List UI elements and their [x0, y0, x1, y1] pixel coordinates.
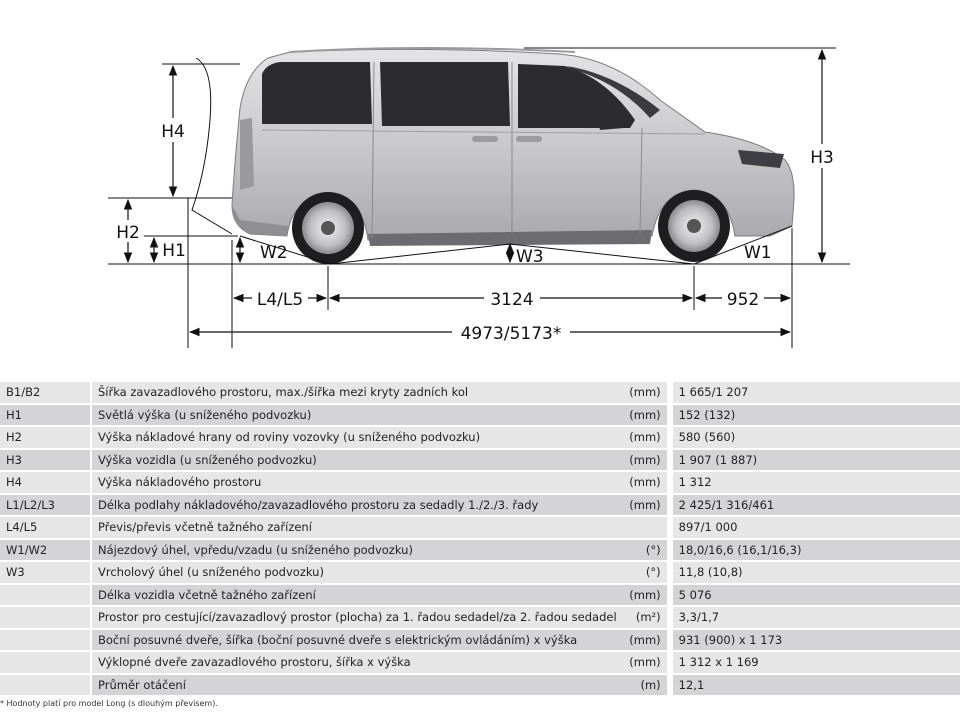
spec-code: [0, 630, 92, 651]
spec-code: H1: [0, 405, 92, 426]
spec-unit: (mm): [617, 427, 673, 448]
spec-value: 580 (560): [673, 427, 960, 448]
spec-value: 3,3/1,7: [673, 607, 960, 628]
specification-table: [0, 380, 960, 697]
w1-label: W1: [744, 243, 772, 263]
spec-unit: (m²): [617, 607, 673, 628]
spec-code: [0, 585, 92, 606]
spec-value: 12,1: [673, 675, 960, 696]
spec-value: 931 (900) x 1 173: [673, 630, 960, 651]
table-row: [0, 540, 960, 561]
spec-description: Vrcholový úhel (u sníženého podvozku): [92, 562, 617, 583]
spec-unit: (mm): [617, 405, 673, 426]
spec-value: 1 665/1 207: [673, 382, 960, 403]
spec-unit: (mm): [617, 630, 673, 651]
spec-value: 1 907 (1 887): [673, 450, 960, 471]
spec-value: 5 076: [673, 585, 960, 606]
spec-description: Výška nákladového prostoru: [92, 472, 617, 493]
spec-value: 2 425/1 316/461: [673, 495, 960, 516]
van-illustration: [232, 48, 794, 264]
footnote: * Hodnoty platí pro model Long (s dlouhým převisem).: [0, 699, 218, 708]
l4l5-label: L4/L5: [256, 290, 304, 310]
spec-description: Délka podlahy nákladového/zavazadlového prostoru za sedadly 1./2./3. řady: [92, 495, 617, 516]
spec-unit: (°): [617, 540, 673, 561]
h4-label: H4: [161, 122, 185, 142]
spec-code: H3: [0, 450, 92, 471]
spec-value: 897/1 000: [673, 517, 960, 538]
spec-value: 152 (132): [673, 405, 960, 426]
spec-description: Výška vozidla (u sníženého podvozku): [92, 450, 617, 471]
spec-description: Prostor pro cestující/zavazadlový prostor (plocha) za 1. řadou sedadel/za 2. řadou sedadel: [92, 607, 617, 628]
table-row: [0, 607, 960, 628]
table-row: [0, 450, 960, 471]
spec-description: Průměr otáčení: [92, 675, 617, 696]
table-row: [0, 495, 960, 516]
spec-value: 1 312: [673, 472, 960, 493]
spec-code: W3: [0, 562, 92, 583]
spec-unit: (mm): [617, 652, 673, 673]
spec-description: Převis/převis včetně tažného zařízení: [92, 517, 617, 538]
table-row: [0, 472, 960, 493]
w3-label: W3: [516, 247, 544, 267]
total-length-label: 4973/5173*: [460, 324, 562, 344]
front-overhang-label: 952: [726, 290, 760, 310]
spec-code: [0, 607, 92, 628]
spec-code: [0, 652, 92, 673]
spec-value: 11,8 (10,8): [673, 562, 960, 583]
spec-description: Délka vozidla včetně tažného zařízení: [92, 585, 617, 606]
spec-description: Boční posuvné dveře, šířka (boční posuvné dveře s elektrickým ovládáním) x výška: [92, 630, 617, 651]
table-row: [0, 405, 960, 426]
w2-label: W2: [260, 243, 288, 263]
spec-code: L4/L5: [0, 517, 92, 538]
table-row: [0, 585, 960, 606]
spec-code: W1/W2: [0, 540, 92, 561]
spec-unit: (mm): [617, 382, 673, 403]
spec-description: Šířka zavazadlového prostoru, max./šířka mezi kryty zadních kol: [92, 382, 617, 403]
wheelbase-label: 3124: [490, 290, 534, 310]
h2-label: H2: [116, 223, 140, 243]
spec-description: Nájezdový úhel, vpředu/vzadu (u sníženého podvozku): [92, 540, 617, 561]
h1-label: H1: [162, 241, 186, 261]
spec-code: H4: [0, 472, 92, 493]
spec-code: B1/B2: [0, 382, 92, 403]
spec-code: H2: [0, 427, 92, 448]
table-row: [0, 382, 960, 403]
spec-description: Výklopné dveře zavazadlového prostoru, šířka x výška: [92, 652, 617, 673]
spec-unit: [617, 517, 673, 538]
spec-code: [0, 675, 92, 696]
rear-wheel-icon: [292, 192, 364, 264]
spec-value: 18,0/16,6 (16,1/16,3): [673, 540, 960, 561]
table-row: [0, 562, 960, 583]
spec-value: 1 312 x 1 169: [673, 652, 960, 673]
spec-unit: (mm): [617, 495, 673, 516]
table-row: [0, 517, 960, 538]
spec-unit: (mm): [617, 585, 673, 606]
front-wheel-icon: [658, 190, 730, 262]
spec-unit: (m): [617, 675, 673, 696]
h3-label: H3: [810, 148, 834, 168]
table-row: [0, 675, 960, 696]
table-row: [0, 427, 960, 448]
table-row: [0, 630, 960, 651]
spec-unit: (mm): [617, 472, 673, 493]
table-row: [0, 652, 960, 673]
spec-description: Světlá výška (u sníženého podvozku): [92, 405, 617, 426]
spec-unit: (°): [617, 562, 673, 583]
spec-code: L1/L2/L3: [0, 495, 92, 516]
spec-description: Výška nákladové hrany od roviny vozovky (u sníženého podvozku): [92, 427, 617, 448]
spec-unit: (mm): [617, 450, 673, 471]
